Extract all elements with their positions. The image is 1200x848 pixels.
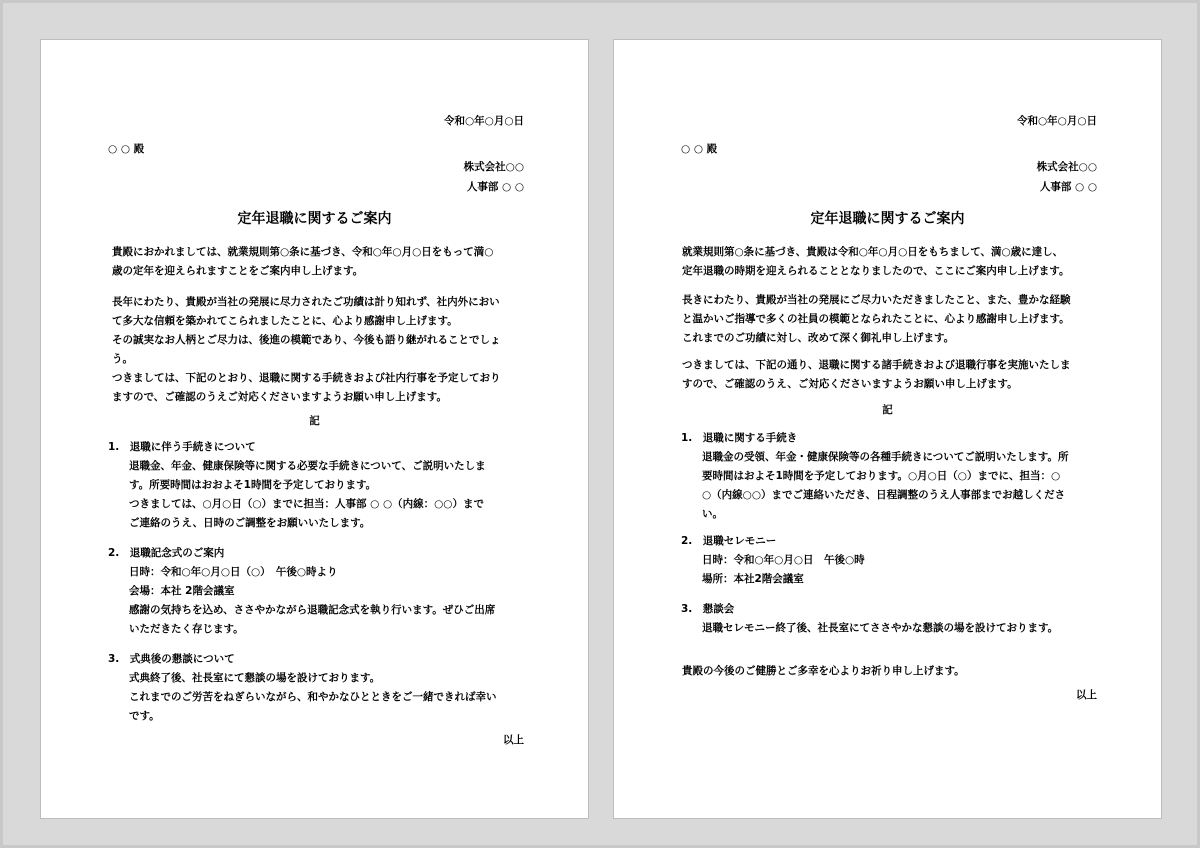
company-name: 株式会社○○ <box>463 161 524 173</box>
text-line: これまでのご労苦をねぎらいながら、和やかなひとときをご一緒できれば幸い <box>108 691 497 703</box>
document-title: 定年退職に関するご案内 <box>810 211 965 227</box>
text-line: 長きにわたり、貴殿が当社の発展にご尽力いただきましたこと、また、豊かな経験 <box>682 294 1071 306</box>
text-line: 定年退職の時期を迎えられることとなりましたので、ここにご案内申し上げます。 <box>682 265 1070 277</box>
text-line: 2. 退職記念式のご案内 <box>108 547 225 559</box>
document-title: 定年退職に関するご案内 <box>237 211 392 227</box>
text-line: いただきたく存じます。 <box>108 623 244 635</box>
text-line: 退職金、年金、健康保険等に関する必要な手続きについて、ご説明いたしま <box>108 460 486 472</box>
text-line: 貴殿におかれましては、就業規則第○条に基づき、令和○年○月○日をもって満○ <box>112 246 494 258</box>
text-line: 感謝の気持ちを込め、ささやかながら退職記念式を執り行います。ぜひご出席 <box>108 604 496 616</box>
text-line: ますので、ご確認のうえご対応くださいますようお願い申し上げます。 <box>112 391 447 403</box>
closing-sentence: 貴殿の今後のご健勝とご多幸を心よりお祈り申し上げます。 <box>682 665 965 677</box>
text-line: 式典終了後、社長室にて懇談の場を設けております。 <box>108 672 381 684</box>
text-line: つきましては、下記のとおり、退職に関する手続きおよび社内行事を予定しており <box>112 372 501 384</box>
text-line: 場所：本社2階会議室 <box>681 573 804 585</box>
list-item-3 <box>108 650 497 726</box>
text-line: 1. 退職に関する手続き <box>681 432 798 444</box>
sender-name: 人事部 ○ ○ <box>466 181 524 193</box>
text-line: 退職金の受領、年金・健康保険等の各種手続きについてご説明いたします。所 <box>681 451 1069 463</box>
list-item-1 <box>681 429 1068 524</box>
list-item-2 <box>108 544 495 639</box>
recipient: ○ ○ 殿 <box>108 143 145 155</box>
company-name: 株式会社○○ <box>1036 161 1097 173</box>
text-line: です。 <box>108 710 160 722</box>
text-line: 日時：令和○年○月○日 午後○時 <box>681 554 865 566</box>
list-item-2 <box>681 532 865 589</box>
body-paragraph <box>682 291 1071 348</box>
intro-paragraph <box>112 243 493 281</box>
text-line: 歳の定年を迎えられますことをご案内申し上げます。 <box>112 265 364 277</box>
text-line: 日時：令和○年○月○日（○） 午後○時より <box>108 566 338 578</box>
date: 令和○年○月○日 <box>1017 115 1097 127</box>
text-line: て多大な信頼を築かれてこられましたことに、心より感謝申し上げます。 <box>112 315 458 327</box>
closing-ijo: 以上 <box>503 734 524 746</box>
text-line: と温かいご指導で多くの社員の模範となられたことに、心より感謝申し上げます。 <box>682 313 1070 325</box>
text-line: ○（内線○○）までご連絡いただき、日程調整のうえ人事部までお越しくださ <box>681 489 1066 501</box>
text-line: う。 <box>112 353 133 365</box>
text-line: 3. 懇談会 <box>681 603 735 615</box>
text-line: い。 <box>681 508 723 520</box>
text-line: その誠実なお人柄とご尽力は、後進の模範であり、今後も語り継がれることでしょ <box>112 334 501 346</box>
text-line: 要時間はおよそ1時間を予定しております。○月○日（○）までに、担当：○ <box>681 470 1061 482</box>
text-line: つきましては、○月○日（○）までに担当：人事部 ○ ○（内線：○○）まで <box>108 498 484 510</box>
closing-ijo: 以上 <box>1076 689 1097 701</box>
text-line: ご連絡のうえ、日時のご調整をお願いいたします。 <box>108 517 371 529</box>
sender-name: 人事部 ○ ○ <box>1039 181 1097 193</box>
text-line: 就業規則第○条に基づき、貴殿は令和○年○月○日をもちまして、満○歳に達し、 <box>682 246 1064 258</box>
list-item-3 <box>681 600 1058 638</box>
text-line: 3. 式典後の懇談について <box>108 653 235 665</box>
intro-paragraph <box>682 243 1069 281</box>
text-line: つきましては、下記の通り、退職に関する諸手続きおよび退職行事を実施いたしま <box>682 359 1071 371</box>
document-page-right <box>613 39 1162 819</box>
text-line: これまでのご功績に対し、改めて深く御礼申し上げます。 <box>682 332 955 344</box>
text-line: 2. 退職セレモニー <box>681 535 777 547</box>
ki-heading: 記 <box>882 404 893 416</box>
recipient: ○ ○ 殿 <box>681 143 718 155</box>
document-page-left <box>40 39 589 819</box>
text-line: す。所要時間はおおよそ1時間を予定しております。 <box>108 479 377 491</box>
ki-heading: 記 <box>309 415 320 427</box>
body-paragraph <box>112 293 501 407</box>
list-item-1 <box>108 438 486 533</box>
text-line: 1. 退職に伴う手続きについて <box>108 441 256 453</box>
text-line: 退職セレモニー終了後、社長室にてささやかな懇談の場を設けております。 <box>681 622 1059 634</box>
text-line: 長年にわたり、貴殿が当社の発展に尽力されたご功績は計り知れず、社内外におい <box>112 296 500 308</box>
body-paragraph-2 <box>682 356 1071 394</box>
text-line: 会場：本社 2階会議室 <box>108 585 235 597</box>
text-line: すので、ご確認のうえ、ご対応くださいますようお願い申し上げます。 <box>682 378 1018 390</box>
date: 令和○年○月○日 <box>444 115 524 127</box>
